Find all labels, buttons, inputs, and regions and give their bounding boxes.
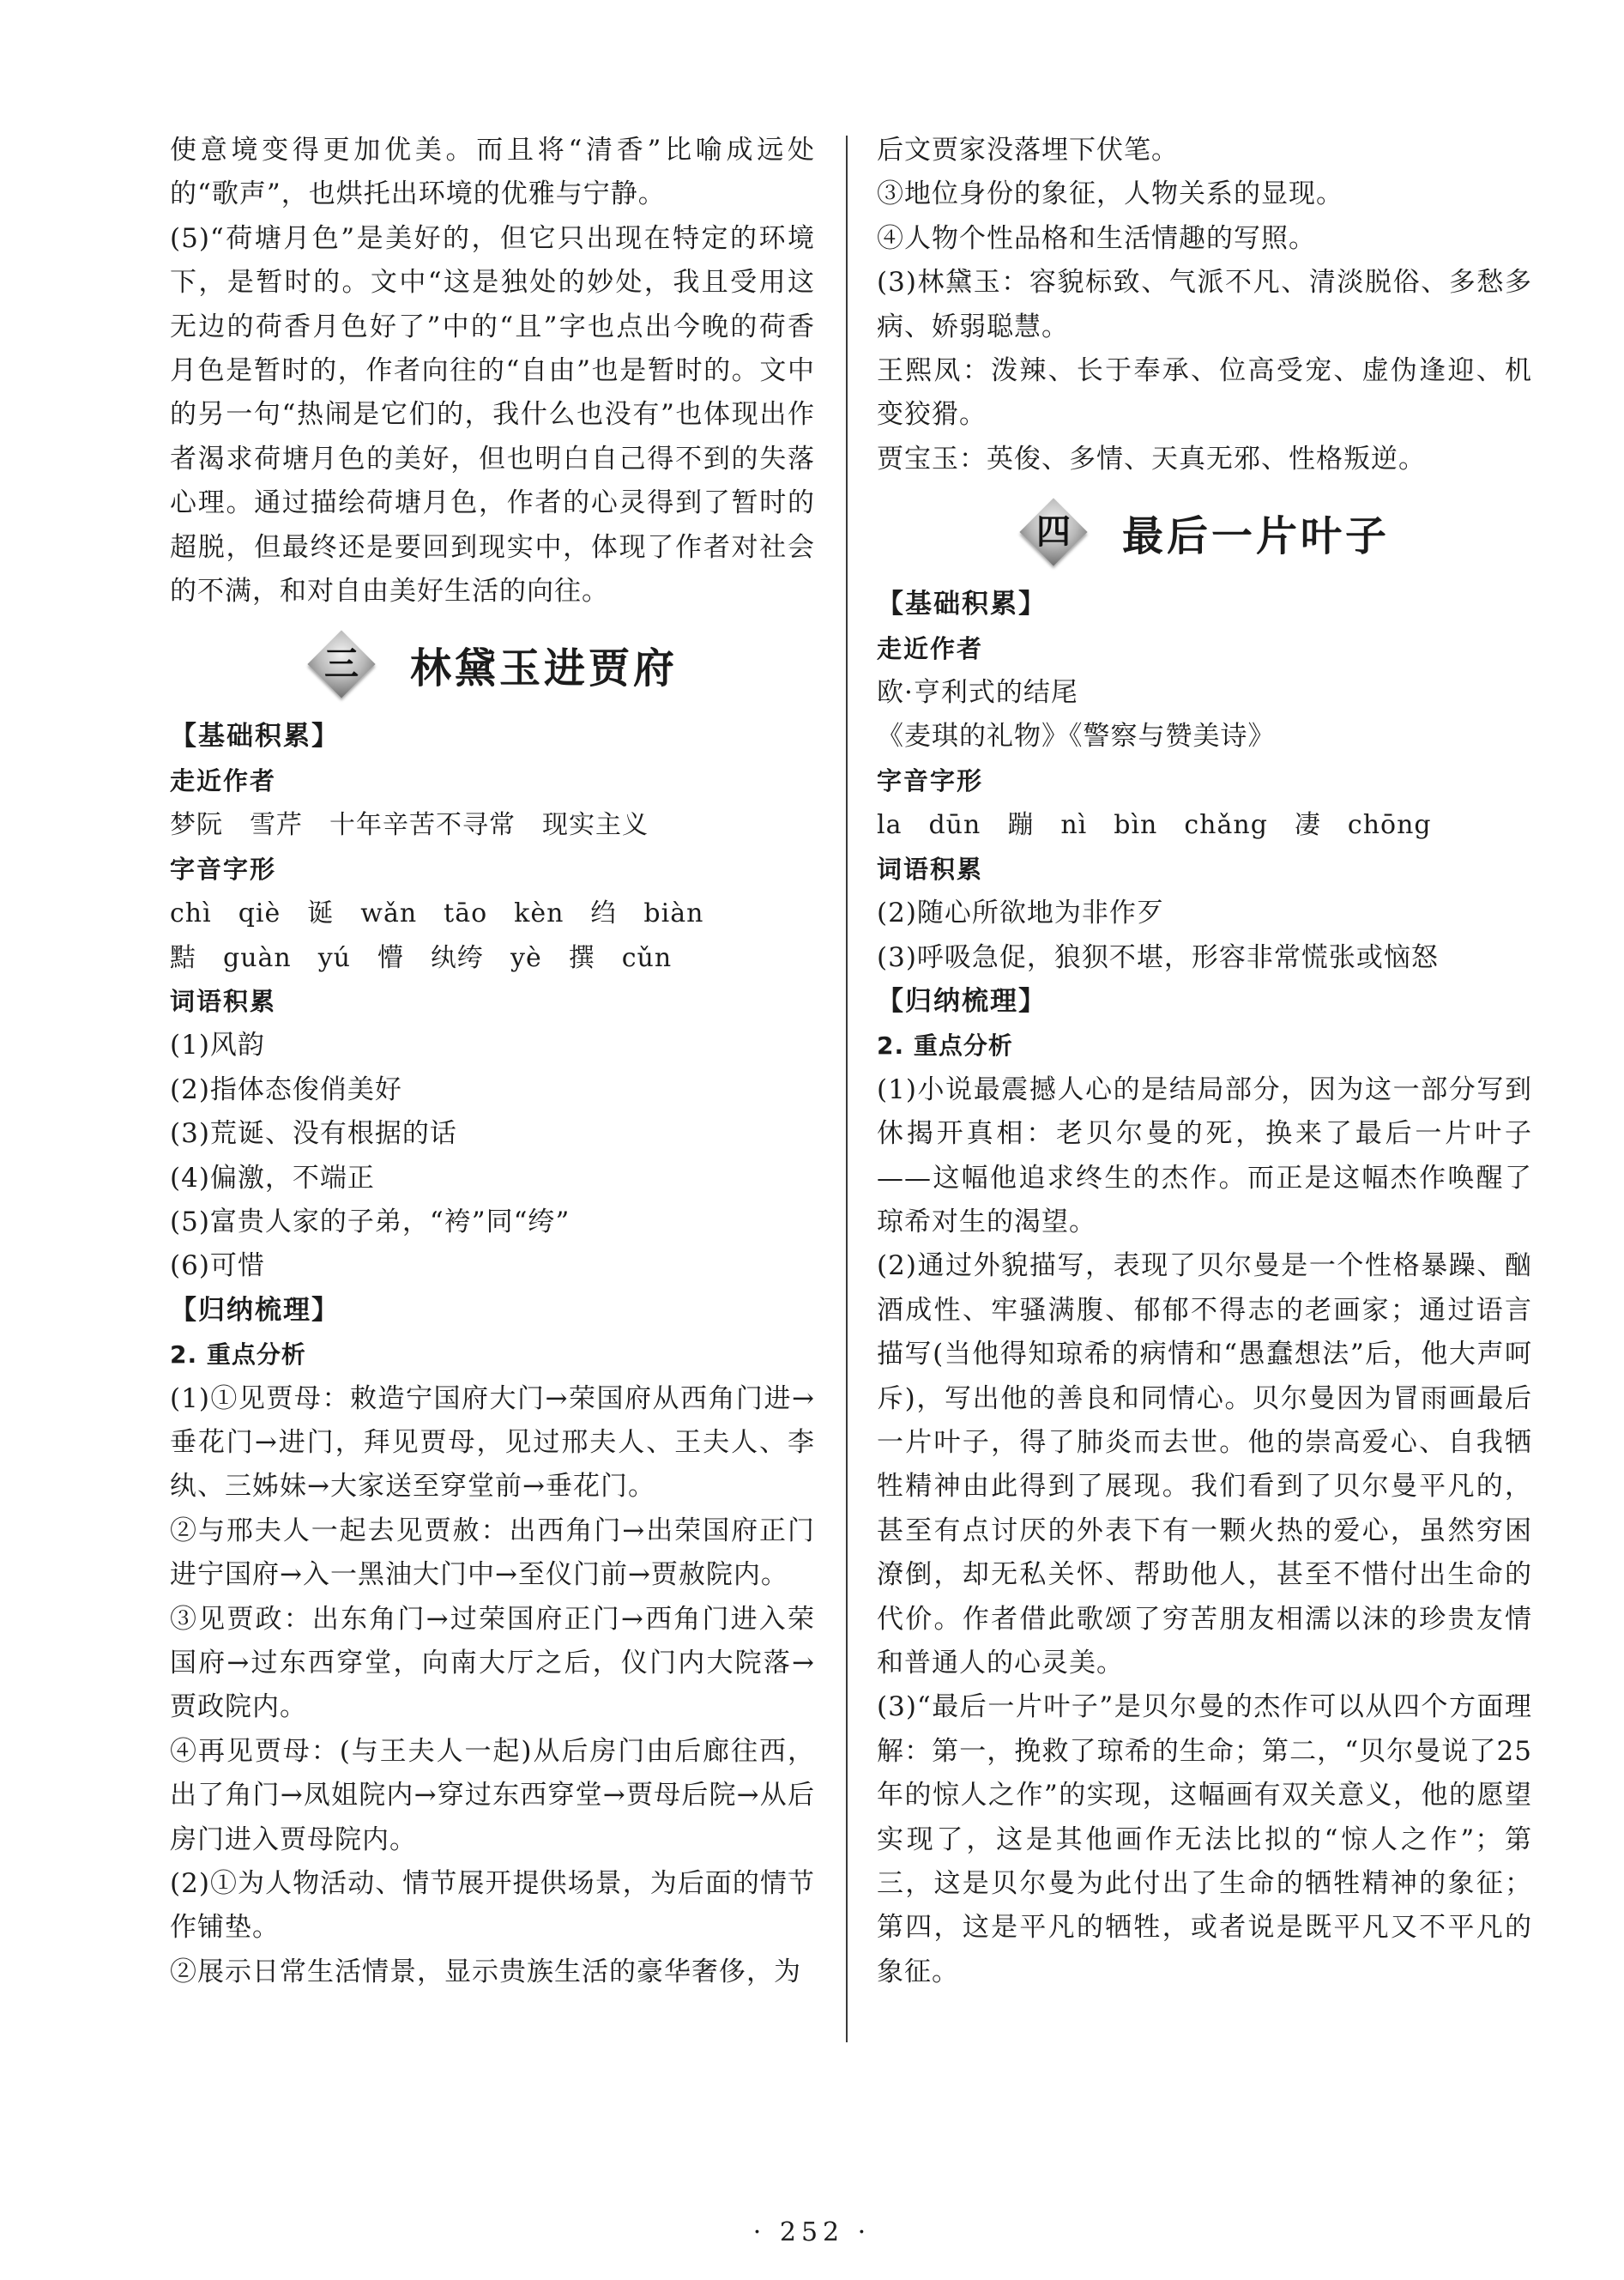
subheading-zi: 字音字形 [877,765,984,795]
paragraph: 使意境变得更加优美。而且将“清香”比喻成远处的“歌声”，也烘托出环境的优雅与宁静。 [170,135,815,210]
subheading-basic: 【基础积累】 [877,589,1047,620]
left-column [170,129,815,1994]
analysis-paragraph: (2)①为人物活动、情节展开提供场景，为后面的情节作铺垫。 [170,1868,815,1944]
subheading-author: 走近作者 [170,765,277,795]
section-heading-4 [877,485,1532,579]
analysis-paragraph: (1)①见贾母：敕造宁国府大门→荣国府从西角门进→垂花门→进门，拜见贾母，见过邢夫人、王夫人、李纨、三姊妹→大家送至穿堂前→垂花门。 [170,1382,815,1503]
author-answers: 梦阮 雪芹 十年辛苦不寻常 现实主义 [170,810,649,841]
page-number: · 252 · [752,2217,872,2247]
subheading-analysis: 2. 重点分析 [170,1340,306,1370]
ci-item: (3)荒诞、没有根据的话 [170,1118,457,1150]
paragraph: 后文贾家没落埋下伏笔。 [877,135,1179,166]
subheading-analysis: 2. 重点分析 [877,1031,1013,1061]
ci-item: (3)呼吸急促，狼狈不堪，形容非常慌张或恼怒 [877,941,1439,973]
right-column [877,129,1532,1994]
analysis-paragraph: (3)“最后一片叶子”是贝尔曼的杰作可以从四个方面理解：第一，挽救了琼希的生命；第二，“贝尔曼说了25年的惊人之作”的实现，这幅画有双关意义，他的愿望实现了，这是其他画作无法比拟的“惊人之作”；第三，这是贝尔曼为此付出了生命的牺牲精神的象征；第四，这是平凡的牺牲，或者说是既平凡又不平凡的象征。 [877,1691,1532,1987]
section-title: 林黛玉进贾府 [409,644,678,692]
author-answer: 《麦琪的礼物》《警察与赞美诗》 [877,721,1276,753]
ci-item: (6)可惜 [170,1250,265,1282]
author-answer: 欧·亨利式的结尾 [877,677,1078,709]
analysis-paragraph: (2)通过外貌描写，表现了贝尔曼是一个性格暴躁、酗酒成性、牢骚满腹、郁郁不得志的老画家；通过语言描写(当他得知琼希的病情和“愚蠢想法”后，他大声呵斥)，写出他的善良和同情心。贝尔曼因为冒雨画最后一片叶子，得了肺炎而去世。他的崇高爱心、自我牺牲精神由此得到了展现。我们看到了贝尔曼平凡的，甚至有点讨厌的外表下有一颗火热的爱心，虽然穷困潦倒，却无私关怀、帮助他人，甚至不惜付出生命的代价。作者借此歌颂了穷苦朋友相濡以沫的珍贵友情和普通人的心灵美。 [877,1250,1532,1678]
zi-answers-line: la dūn 蹦 nì bìn chǎng 凄 chōng [877,810,1432,841]
subheading-summary: 【归纳梳理】 [170,1294,340,1326]
paragraph: 王熙凤：泼辣、长于奉承、位高受宠、虚伪逢迎、机变狡猾。 [877,355,1532,431]
subheading-basic: 【基础积累】 [170,721,340,753]
zi-answers-line: chì qiè 诞 wǎn tāo kèn 绉 biàn [170,898,704,929]
section-number-badge [307,630,376,699]
subheading-ci: 词语积累 [170,986,277,1016]
ci-item: (2)指体态俊俏美好 [170,1073,402,1105]
subheading-ci: 词语积累 [877,854,984,884]
paragraph: ③地位身份的象征，人物关系的显现。 [877,178,1343,210]
section-number: 三 [323,644,359,685]
section-number: 四 [1035,511,1071,553]
zi-answers-line: 黠 guàn yú 懵 纨绔 yè 撰 cǔn [170,942,673,973]
analysis-paragraph: ②与邢夫人一起去见贾赦：出西角门→出荣国府正门进宁国府→入一黑油大门中→至仪门前→贾赦院内。 [170,1515,815,1591]
analysis-paragraph: ④再见贾母：(与王夫人一起)从后房门由后廊往西，出了角门→凤姐院内→穿过东西穿堂→贾母后院→从后房门进入贾母院内。 [170,1735,815,1855]
analysis-paragraph: ②展示日常生活情景，显示贵族生活的豪华奢侈，为 [170,1956,801,1987]
paragraph: (5)“荷塘月色”是美好的，但它只出现在特定的环境下，是暂时的。文中“这是独处的妙处，我且受用这无边的荷香月色好了”中的“且”字也点出今晚的荷香月色是暂时的，作者向往的“自由”也是暂时的。文中的另一句“热闹是它们的，我什么也没有”也体现出作者渴求荷塘月色的美好，但也明白自己得不到的失落心理。通过描绘荷塘月色，作者的心灵得到了暂时的超脱，但最终还是要回到现实中，体现了作者对社会的不满，和对自由美好生活的向往。 [170,222,815,608]
paragraph: 贾宝玉：英俊、多情、天真无邪、性格叛逆。 [877,443,1426,475]
ci-item: (4)偏激，不端正 [170,1162,375,1194]
ci-item: (1)风韵 [170,1030,265,1061]
subheading-zi: 字音字形 [170,854,277,884]
section-number-badge [1019,498,1088,566]
ci-item: (2)随心所欲地为非作歹 [877,898,1164,929]
subheading-author: 走近作者 [877,633,984,663]
paragraph: (3)林黛玉：容貌标致、气派不凡、清淡脱俗、多愁多病、娇弱聪慧。 [877,267,1532,342]
column-divider [846,136,848,2042]
ci-item: (5)富贵人家的子弟，“袴”同“绔” [170,1206,571,1237]
subheading-summary: 【归纳梳理】 [877,985,1047,1017]
section-title: 最后一片叶子 [1121,511,1390,560]
analysis-paragraph: ③见贾政：出东角门→过荣国府正门→西角门进入荣国府→过东西穿堂，向南大厅之后，仪门内大院落→贾政院内。 [170,1603,815,1723]
analysis-paragraph: (1)小说最震撼人心的是结局部分，因为这一部分写到休揭开真相：老贝尔曼的死，换来了最后一片叶子——这幅他追求终生的杰作。而正是这幅杰作唤醒了琼希对生的渴望。 [877,1073,1532,1237]
section-heading-3 [170,617,815,711]
paragraph: ④人物个性品格和生活情趣的写照。 [877,222,1316,254]
